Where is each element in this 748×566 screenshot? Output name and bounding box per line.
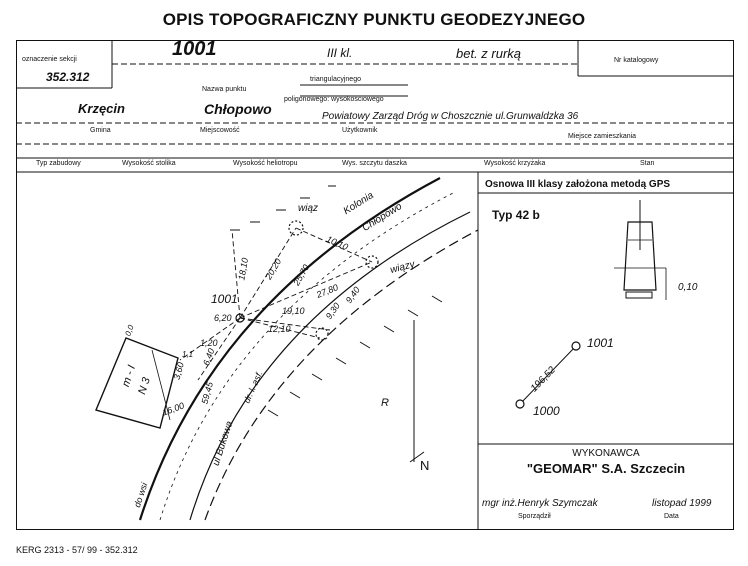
- bottom-code: KERG 2313 - 57/ 99 - 352.312: [16, 545, 138, 555]
- dist-8: 6,20: [214, 313, 232, 323]
- cross-height-label: Wysokość krzyżaka: [484, 160, 546, 167]
- marker-offset: 0,10: [678, 282, 698, 293]
- point-number: 1001: [172, 38, 217, 60]
- marker-type: Typ 42 b: [492, 208, 540, 222]
- miejscowosc-value: Chłopowo: [204, 101, 272, 117]
- build-type-label: Typ zabudowy: [36, 160, 81, 167]
- dist-5: 27,80: [314, 282, 340, 300]
- dist-3: 10,10: [324, 233, 350, 253]
- user-label: Użytkownik: [342, 127, 378, 134]
- dist-4: 25,70: [291, 262, 312, 288]
- executor-company: "GEOMAR" S.A. Szczecin: [526, 461, 686, 476]
- date-label: Data: [664, 513, 679, 520]
- right-panel-heading: Osnowa III klasy założona metodą GPS: [485, 179, 671, 190]
- dist-2: 20,20: [263, 256, 284, 282]
- author-label: Sporządził: [518, 513, 551, 520]
- dist-7: 12,10: [268, 324, 291, 334]
- letter-r: R: [381, 397, 389, 409]
- dist-9: 9,30: [323, 300, 342, 322]
- dist-17: 1,1: [182, 350, 194, 359]
- roof-height-label: Wys. szczytu daszka: [342, 160, 407, 167]
- heliotrope-height-label: Wysokość heliotropu: [233, 160, 298, 167]
- triangulation-label: triangulacyjnego: [310, 76, 361, 83]
- section-value: 352.312: [46, 70, 90, 84]
- executor-label: WYKONAWCA: [572, 448, 640, 459]
- dist-12: 6,40: [201, 347, 217, 367]
- miejscowosc-label: Miejscowość: [200, 127, 240, 134]
- user-value: Powiatowy Zarząd Dróg w Choszcznie ul.Grunwaldzka 36: [322, 111, 579, 122]
- tree-label-2: wiązy: [389, 258, 417, 277]
- gmina-value: Krzęcin: [78, 101, 125, 116]
- sketch-point-label: 1001: [211, 292, 238, 306]
- road-label: dr. l. asf.: [241, 369, 265, 405]
- document-date: listopad 1999: [652, 498, 712, 509]
- village-label-1: Kolonia: [341, 189, 376, 218]
- dist-1: 18,10: [236, 257, 251, 281]
- dist-6: 19,10: [282, 306, 305, 316]
- state-label: Stan: [640, 160, 655, 167]
- point-type: bet. z rurką: [456, 46, 522, 61]
- building-label-2: N 3: [136, 376, 153, 396]
- gps-point-2: 1000: [533, 404, 560, 418]
- dist-13: 3,60: [171, 361, 186, 381]
- gps-point-1: 1001: [587, 336, 614, 350]
- catalog-label: Nr katalogowy: [614, 57, 659, 64]
- dist-11: 1,20: [200, 338, 218, 348]
- polygon-label: poligonowego: wysokościowego: [284, 96, 384, 103]
- gmina-label: Gmina: [90, 127, 111, 134]
- dist-16: 0,0: [123, 323, 136, 338]
- street-label: ul Bukowa: [210, 419, 236, 468]
- dist-15: 59,45: [199, 380, 216, 406]
- village-label-2: Chłopowo: [360, 201, 405, 234]
- tree-label-1: wiąz: [298, 203, 319, 214]
- bottom-road-label: do wsi: [132, 481, 150, 509]
- dist-14: 16,00: [160, 400, 186, 418]
- table-height-label: Wysokość stolika: [122, 160, 176, 167]
- residence-label: Miejsce zamieszkania: [568, 133, 637, 140]
- point-class: III kl.: [327, 46, 353, 60]
- north-label: N: [420, 458, 430, 473]
- point-name-label: Nazwa punktu: [202, 86, 247, 93]
- author-name: mgr inż.Henryk Szymczak: [482, 498, 598, 509]
- building-label-1: m - I: [119, 363, 139, 389]
- page-title: OPIS TOPOGRAFICZNY PUNKTU GEODEZYJNEGO: [162, 10, 586, 29]
- gps-distance: 196,52: [528, 364, 558, 395]
- dist-10: 9,40: [343, 284, 362, 306]
- section-label: oznaczenie sekcji: [22, 56, 77, 63]
